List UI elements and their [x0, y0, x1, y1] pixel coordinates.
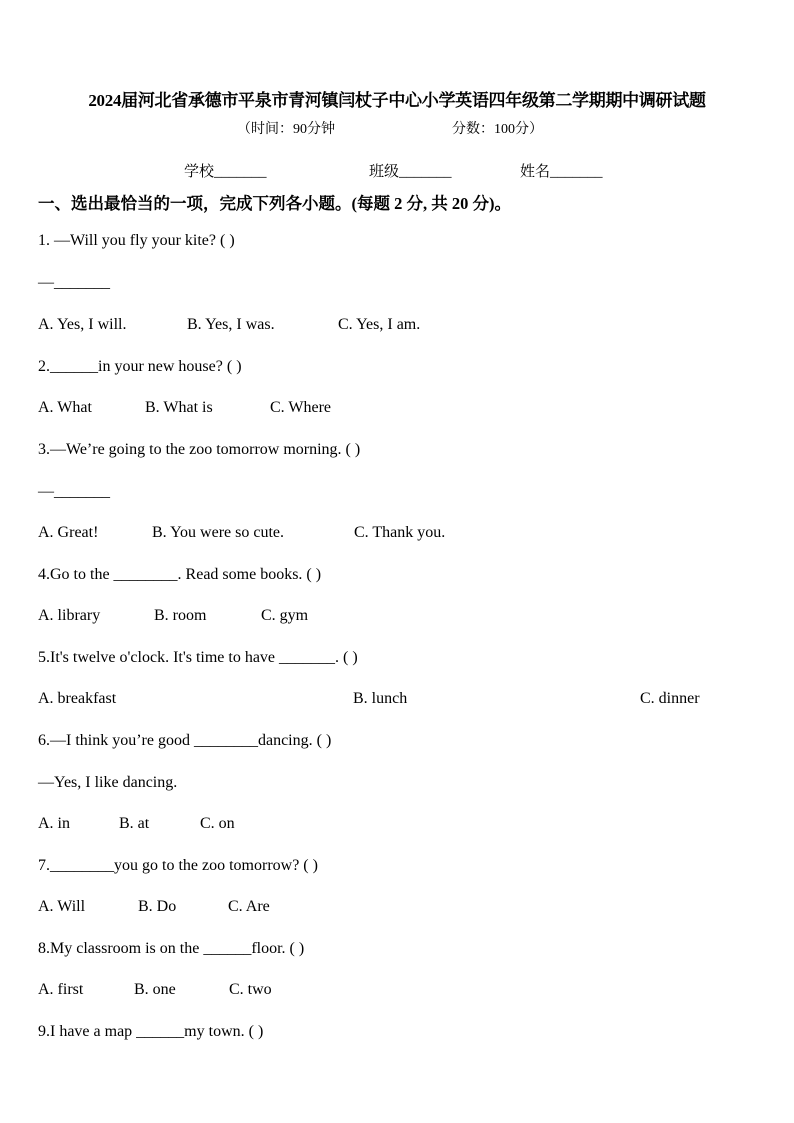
question-6-reply: —Yes, I like dancing. [38, 774, 178, 791]
question-2-option-a: A. What [38, 399, 92, 416]
question-5-stem: 5.It's twelve o'clock. It's time to have _______. ( ) [38, 649, 358, 666]
question-4-option-c: C. gym [261, 607, 309, 624]
exam-score: 分数：100分） [452, 122, 543, 137]
question-3-option-b: B. You were so cute. [152, 524, 284, 541]
question-1-reply: —_______ [38, 274, 110, 291]
question-6-option-a: A. in [38, 815, 70, 832]
question-5-option-a: A. breakfast [38, 690, 117, 707]
question-3-option-a: A. Great! [38, 524, 99, 541]
question-7-option-a: A. Will [38, 898, 86, 915]
exam-title: 2024届河北省承德市平泉市青河镇闫杖子中心小学英语四年级第二学期期中调研试题 [88, 91, 706, 110]
question-1-option-c: C. Yes, I am. [338, 316, 421, 333]
question-2-option-c: C. Where [270, 399, 332, 416]
question-8-stem: 8.My classroom is on the ______floor. ( ) [38, 940, 305, 957]
question-4-option-a: A. library [38, 607, 101, 624]
question-3-option-c: C. Thank you. [354, 524, 446, 541]
question-6-option-c: C. on [200, 815, 235, 832]
question-8-option-a: A. first [38, 981, 84, 998]
section-heading: 一、选出最恰当的一项，完成下列各小题。(每题 2 分, 共 20 分)。 [38, 194, 511, 213]
question-5-option-b: B. lunch [353, 690, 408, 707]
question-7-stem: 7.________you go to the zoo tomorrow? ( ) [38, 857, 318, 874]
question-1-option-a: A. Yes, I will. [38, 316, 127, 333]
question-4-stem: 4.Go to the ________. Read some books. ( ) [38, 566, 322, 583]
question-2-stem: 2.______in your new house? ( ) [38, 358, 242, 375]
question-1-stem: 1. —Will you fly your kite? ( ) [38, 232, 235, 249]
question-8-option-c: C. two [229, 981, 272, 998]
question-4-option-b: B. room [154, 607, 207, 624]
question-6-option-b: B. at [119, 815, 150, 832]
question-6-stem: 6.—I think you’re good ________dancing. ( ) [38, 732, 332, 749]
question-5-option-c: C. dinner [640, 690, 700, 707]
question-1-option-b: B. Yes, I was. [187, 316, 275, 333]
question-3-reply: —_______ [38, 483, 110, 500]
question-2-option-b: B. What is [145, 399, 213, 416]
question-7-option-b: B. Do [138, 898, 177, 915]
question-9-stem: 9.I have a map ______my town. ( ) [38, 1023, 264, 1040]
question-3-stem: 3.—We’re going to the zoo tomorrow morning. ( ) [38, 441, 361, 458]
exam-time: （时间：90分钟 [237, 122, 335, 137]
name-field: 姓名_______ [520, 164, 603, 180]
school-field: 学校_______ [184, 164, 267, 180]
question-7-option-c: C. Are [228, 898, 270, 915]
question-8-option-b: B. one [134, 981, 176, 998]
class-field: 班级_______ [369, 164, 452, 180]
